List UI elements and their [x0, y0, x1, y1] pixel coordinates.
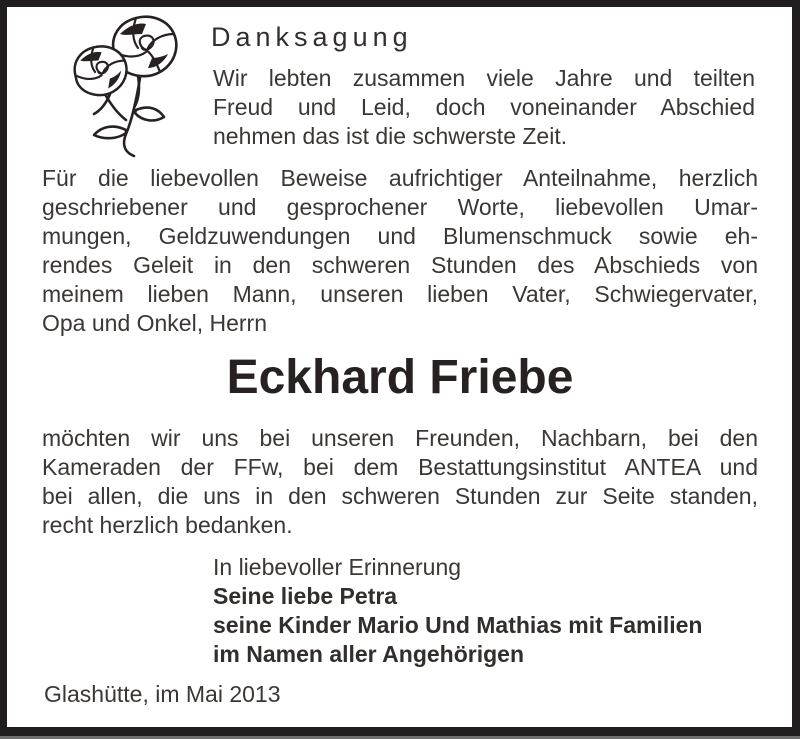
deceased-name: Eckhard Friebe	[226, 351, 574, 404]
intro-line: Wir lebten zusammen viele Jahre und teilten	[213, 65, 755, 91]
paragraph-line: Opa und Onkel, Herrn	[42, 310, 268, 336]
frame-border-left	[0, 0, 7, 736]
intro-line: Freud und Leid, doch voneinander Abschied	[213, 94, 755, 120]
thanks-paragraph	[42, 164, 758, 338]
memory-line: In liebevoller Erinnerung	[213, 554, 462, 580]
place-date: Glashütte, im Mai 2013	[44, 681, 281, 707]
paragraph-line: meinem lieben Mann, unseren lieben Vater, Schwiegervater,	[42, 281, 758, 307]
relatives-signature: im Namen aller Angehörigen	[213, 641, 524, 667]
children-signature: seine Kinder Mario Und Mathias mit Familien	[213, 612, 703, 638]
frame-border-bottom	[0, 727, 800, 736]
rose-icon	[56, 8, 204, 160]
intro-verse	[213, 64, 755, 151]
paragraph-line: rendes Geleit in den schweren Stunden des Abschieds von	[42, 252, 758, 278]
intro-line: nehmen das ist die schwerste Zeit.	[213, 123, 568, 149]
wife-signature: Seine liebe Petra	[213, 583, 398, 609]
gratitude-paragraph	[42, 424, 758, 540]
frame-border-top	[0, 0, 800, 7]
paragraph-line: recht herzlich bedanken.	[42, 512, 293, 538]
paragraph-line: Für die liebevollen Beweise aufrichtiger Anteilnahme, herzlich	[42, 165, 758, 191]
notice-title: Danksagung	[211, 22, 413, 52]
paragraph-line: bei allen, die uns in den schweren Stunden zur Seite standen,	[42, 483, 758, 509]
signature-block	[213, 553, 758, 669]
paragraph-line: Kameraden der FFw, bei dem Bestattungsinstitut ANTEA und	[42, 454, 758, 480]
paragraph-line: möchten wir uns bei unseren Freunden, Nachbarn, bei den	[42, 425, 758, 451]
paragraph-line: mungen, Geldzuwendungen und Blumenschmuck sowie eh-	[42, 223, 758, 249]
frame-border-right	[792, 0, 800, 736]
paragraph-line: geschriebener und gesprochener Worte, liebevollen Umar-	[42, 194, 758, 220]
